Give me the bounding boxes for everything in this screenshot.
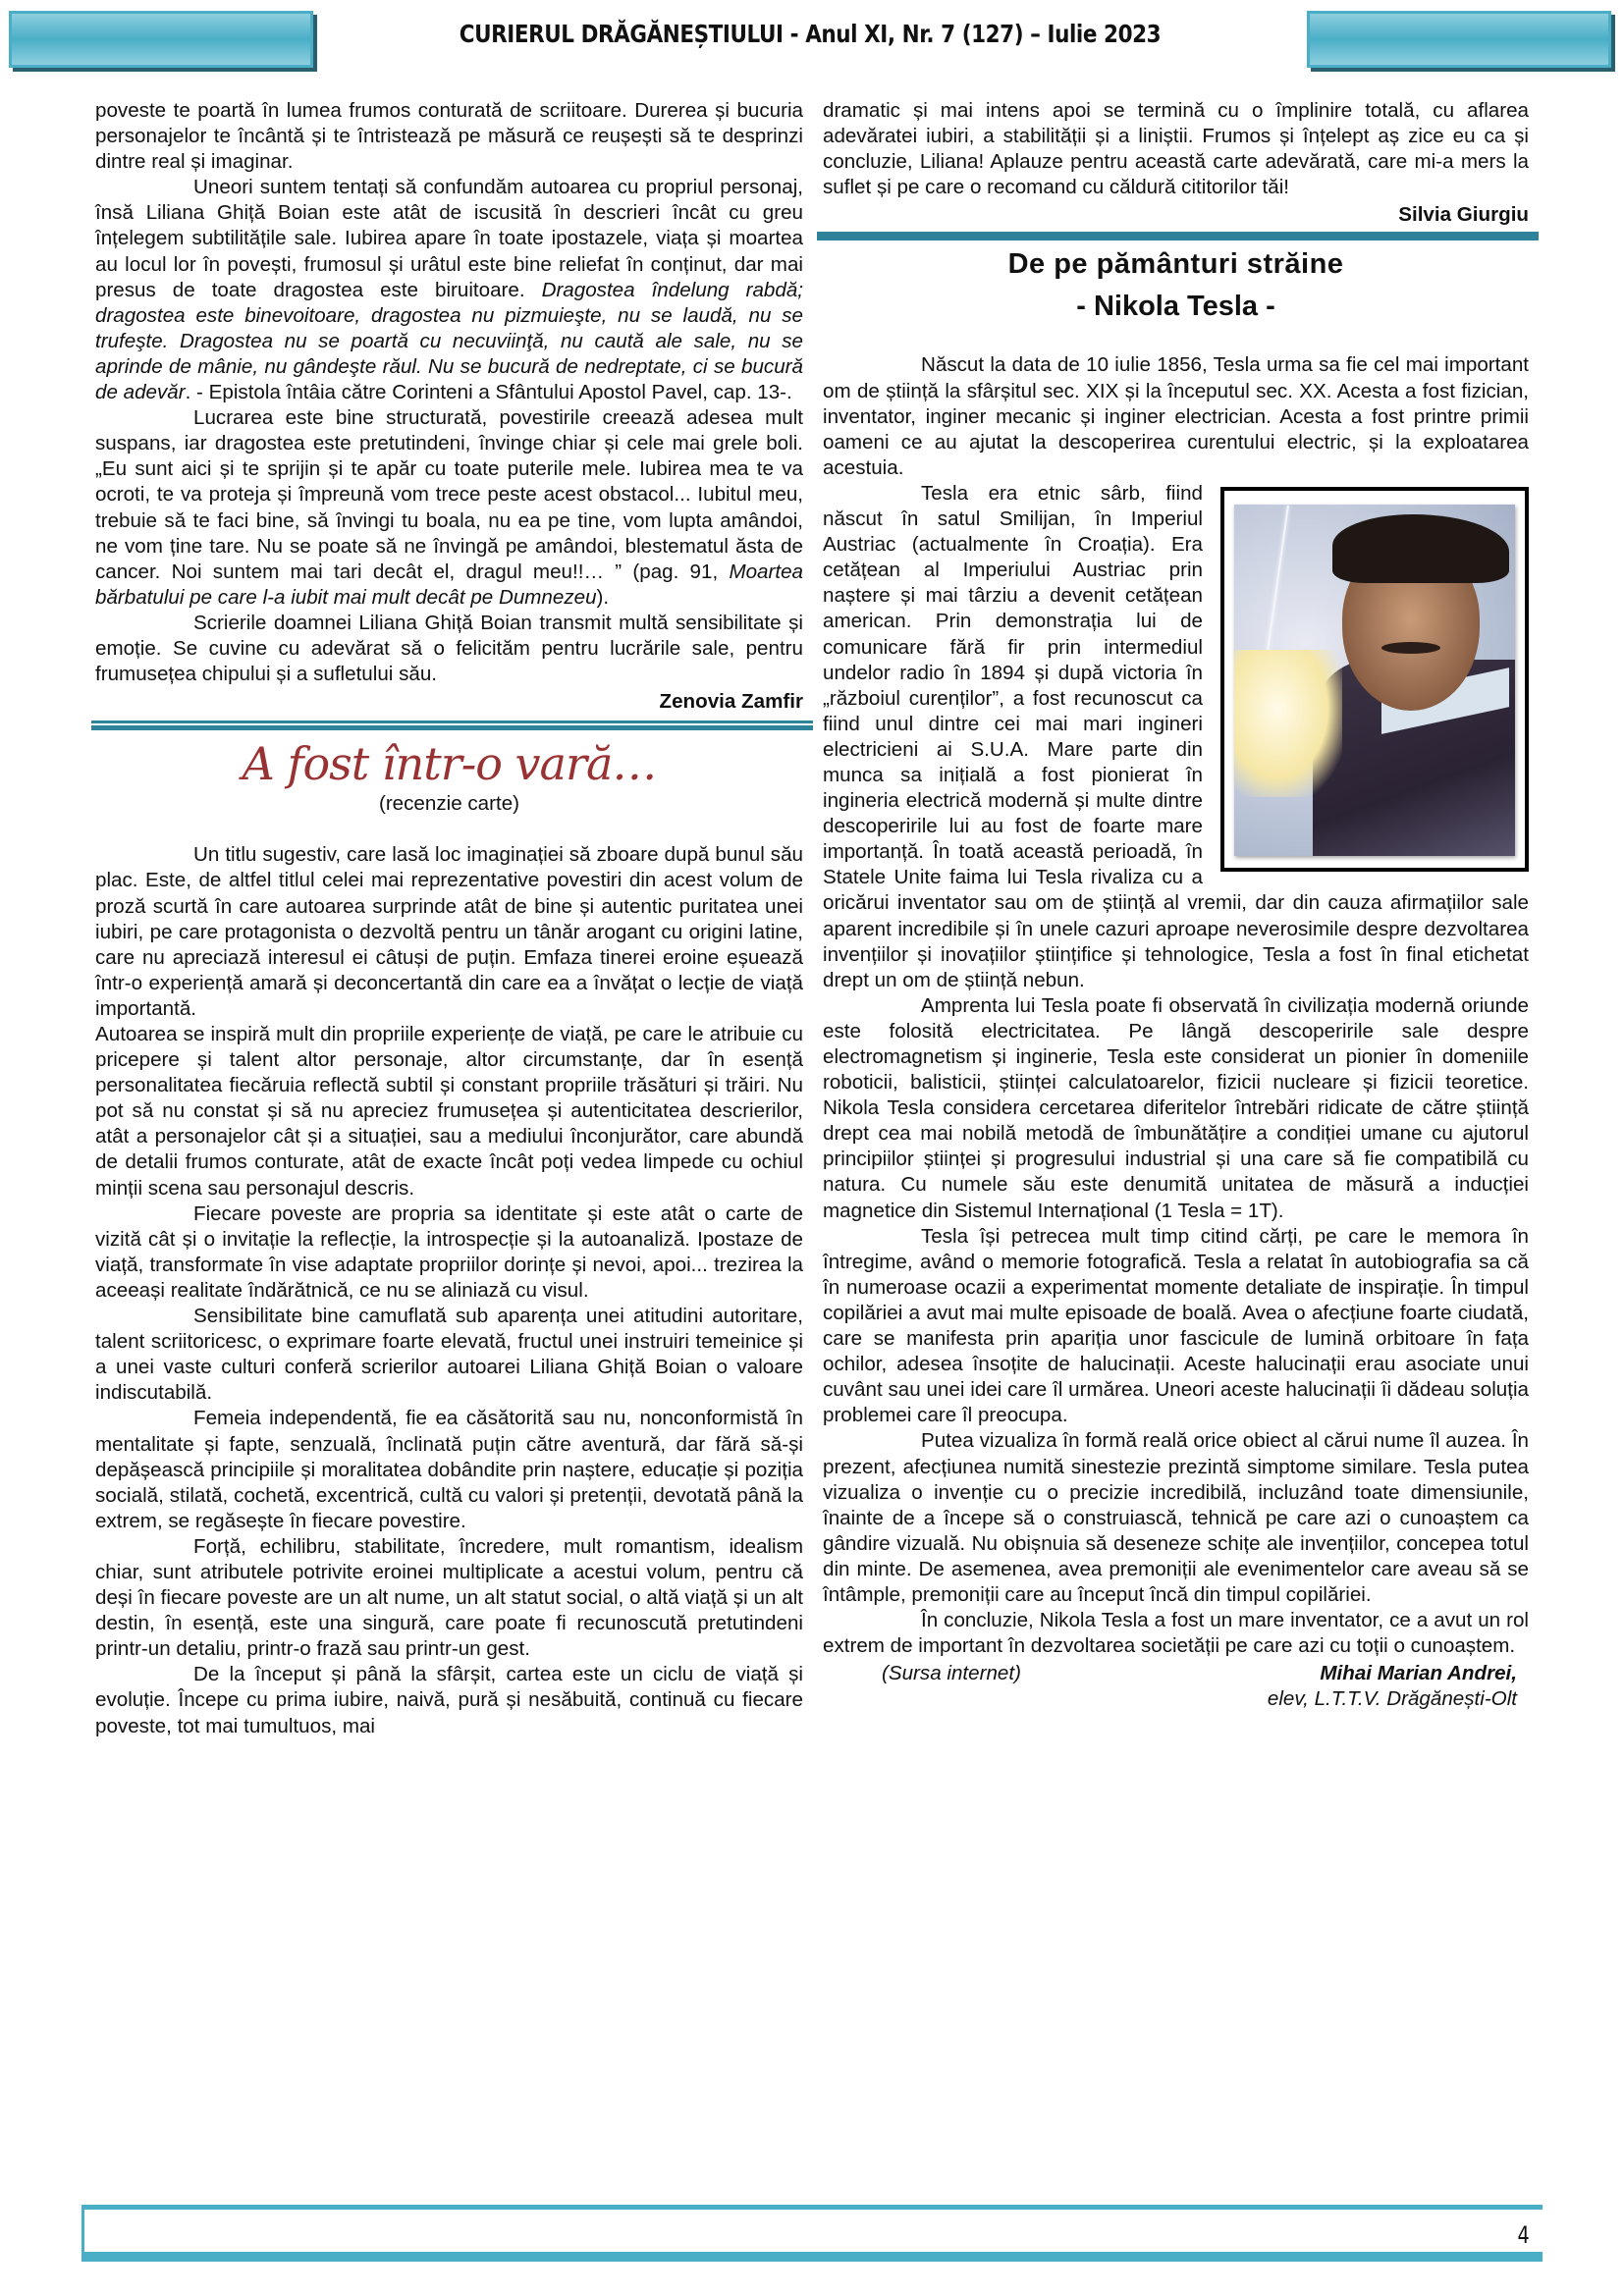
paragraph: Născut la data de 10 iulie 1856, Tesla urma sa fie cel mai important om de știință la sfârșitul sec. XIX și la începutul sec. XX. Acesta a fost fizician, inventator, inginer mecanic și inginer electrician. Acesta a fost printre primii oameni ce au ajutat la descoperirea curentului electric, și la exploatarea acestuia. [823,353,1529,479]
author-signature: Silvia Giurgiu [1398,203,1529,227]
light-bulb-icon [1234,650,1342,797]
source-and-author [823,1661,1529,1686]
paragraph [95,175,803,405]
book-title-citation: Moartea bărbatului pe care l-a iubit mai mult decât pe Dumnezeu [95,560,803,609]
paragraph: De la început și până la sfârșit, cartea este un ciclu de viață și evoluție. Începe cu prima iubire, naivă, pură și nesăbuită, continuă cu fiecare poveste, tot mai tumultuos, mai [95,1663,803,1737]
portrait-hair [1332,514,1509,583]
paragraph-text: Uneori suntem tentați să confundăm autoarea cu propriul personaj, însă Liliana Ghiță Boian este atât de iscusită în descrieri încât cu greu înțelegem subtilitățile sale. Iubirea apare în toate ipostazele, viața și moartea au locul lor în povești, frumosul și urâtul este bine reliefat în conținut, dar mai presus de toate dragostea este biruitoare. [95,176,803,301]
page-footer [81,2205,1543,2262]
paragraph-text: . - Epistola întâia către Corinteni a Sfântului Apostol Pavel, cap. 13-. [185,381,792,404]
paragraph: Putea vizualiza în formă reală orice obiect al cărui nume îl auzea. În prezent, afecțiunea numită sinestezie prezintă simptome similare. Tesla putea vizualiza o invenție cu o precizie incredibilă, incluzând toate dimensiunile, înainte de a începe să o construiască, tehnică pe care azi o cunoaștem ca gândire vizuală. Nu obișnuia să deseneze schițe ale invențiilor, concepea totul din minte. De asemenea, avea premoniții ale evenimentelor care aveau să se întâmple, premoniții care au început încă din timpul copilăriei. [823,1429,1529,1606]
paragraph: Scrierile doamnei Liliana Ghiță Boian transmit multă sensibilitate și emoție. Se cuvine cu adevărat să o felicităm pentru lucrările sale, pentru frumusețea chipului și a sufletului său. [95,611,803,686]
paragraph-text: ). [596,585,610,609]
left-column [95,98,803,1739]
paragraph: Fiecare poveste are propria sa identitate și este atât o carte de vizită cât și o invitație la reflecție, la introspecție și la autoanaliză. Ipostaze de viață, transformate în vise adaptate propriilor dorințe și nevoi, apoi... trezirea la aceeași realitate îndărătnică, ce nu se aliniază cu visul. [95,1201,803,1302]
paragraph: Un titlu sugestiv, care lasă loc imaginației să zboare după bunul său plac. Este, de altfel titlul celei mai reprezentative povestiri din acest volum de proză scurtă în care autoarea surprinde atât de bine și autentic puritatea unei iubiri, pe care protagonista o dezvoltă pentru un tânăr arogant cu origini latine, care nu apreciază interesul ei câtuși de puțin. Emfaza tinerei eroine eșuează într-o experiență amară și deconcertantă din care ea a învățat o lecție de viață importantă. [95,843,803,1020]
paragraph: Autoarea se inspiră mult din propriile experiențe de viață, pe care le atribuie cu pricepere și talent altor personaje, altor circumstanțe, dar în esență personalitatea fiecăruia reflectă subtil și constant propriile trăsături și trăiri. Nu pot să nu constat și să nu apreciez frumusețea și autenticitatea descrierilor, atât a personajelor cât și a situației, sau a mediului înconjurător, care abundă de detalii frumos conturate, atât de exacte încât poți vedea limpede cu ochiul minții scena sau personajul descris. [95,1023,803,1200]
author-signature: Mihai Marian Andrei, [1320,1662,1517,1685]
paragraph: Amprenta lui Tesla poate fi observată în civilizația modernă oriunde este folosită electricitatea. Pe lângă descoperirile sale despre electromagnetism și inginerie, Tesla este considerat un pionier în domeniile roboticii, balisticii, științei calculatoarelor, fizicii nucleare și fizicii teoretice. Nikola Tesla considera cercetarea diferitelor întrebări ridicate de către știință drept cea mai nobilă metodă de îmbunătățire a condiției umane cu ajutorul principiilor științei și progresului industrial și una care să fie compatibilă cu natura. Cu numele său este denumită unitatea de măsură a inducției magnetice din Sistemul Internațional (1 Tesla = 1T). [823,993,1529,1222]
page-title: CURIERUL DRĂGĂNEȘTIULUI - Anul XI, Nr. 7 (127) – Iulie 2023 [459,20,1162,48]
paragraph: Forță, echilibru, stabilitate, încredere, mult romantism, idealism chiar, sunt atributele potrivite eroinei multiplicate a acestui volum, pentru că deși în fiecare poveste are un alt nume, un alt statut social, o altă viață și un alt destin, în esență, este una singură, care poate fi recunoscută pretutindeni printr-un detaliu, printr-o frază sau printr-un gest. [95,1534,803,1661]
article-review-liliana [95,98,803,715]
author-signature: Zenovia Zamfir [659,690,803,714]
header-decor-right [1307,11,1611,68]
paragraph: Femeia independentă, fie ea căsătorită sau nu, nonconformistă în mentalitate și fapte, senzuală, înclinată puțin către aventură, dar fără să-și depășească principiile și moralitatea dobândite prin naștere, educație și poziția socială, stilată, cochetă, excentrică, cultă cu valori și pretenții, devotată până la extrem, se regăsește în fiecare povestire. [95,1407,803,1532]
paragraph: dramatic și mai intens apoi se termină cu o împlinire totală, cu aflarea adevăratei iubiri, a stabilității și a liniștii. Frumos și înțelept aș zice eu ca și concluzie, Liliana! Aplauze pentru această carte adevărată, care mi-a mers la suflet și pe care o recomand cu căldură cititorilor tăi! [823,99,1529,199]
article-subtitle: - Nikola Tesla - [1076,291,1275,323]
paragraph-text: Lucrarea este bine structurată, povestirile creează adesea mult suspans, iar dragostea este pretutindeni, învinge chiar și cele mai grele boli. „Eu sunt aici și te sprijin și te apăr cu toate puterile mele. Iubirea mea te va ocroti, te va proteja și împreună vom trece peste acest obstacol... Iubitul meu, trebuie să te faci bine, să învingi tu boala, nu ea pe tine, vom lupta amândoi, ne vom ține tare. Nu se poate să ne învingă pe amândoi, blestematul ăsta de cancer. Noi suntem mai tari decât el, dragul meu!!… ” (pag. 91, [95,406,803,583]
page-number: 4 [1517,2221,1530,2249]
paragraph: Sensibilitate bine camuflată sub aparența unei atitudini autoritare, talent scriitoricesc, o exprimare foarte elevată, fructul unei instruiri temeinice și a unei vaste culturi conferă scrierilor autoarei Liliana Ghiță Boian o valoare indiscutabilă. [95,1305,803,1405]
article-nikola-tesla [823,240,1529,1712]
section-divider [817,232,1539,240]
author-role: elev, L.T.T.V. Drăgănești-Olt [1267,1687,1517,1711]
paragraph: poveste te poartă în lumea frumos conturată de scriitoare. Durerea și bucuria personajelor te încântă și te întristează pe măsură ce reușești să te desprinzi dintre real și imaginar. [95,99,803,174]
right-column [823,98,1529,1712]
bible-quote: Dragostea îndelung rabdă; dragostea este binevoitoare, dragostea nu pizmuieşte, nu se laudă, nu se trufeşte. Dragostea nu se poartă cu necuviinţă, nu caută ale sale, nu se aprinde de mânie, nu gândeşte răul. Nu se bucură de nedreptate, ci se bucură de adevăr [95,278,803,404]
article-a-fost-intr-o-vara [95,736,803,1738]
header-decor-left [9,11,313,68]
tesla-portrait-frame [1220,487,1529,872]
article-title: A fost într-o vară… [242,737,657,791]
portrait-moustache [1381,642,1440,654]
paragraph: În concluzie, Nikola Tesla a fost un mare inventator, ce a avut un rol extrem de important în dezvoltarea societății pe care azi cu toții o cunoaștem. [823,1609,1529,1658]
article-title: De pe pământuri străine [1007,248,1344,281]
article-subtitle: (recenzie carte) [378,792,520,816]
paragraph: Tesla era etnic sârb, fiind născut în satul Smilijan, în Imperiul Austriac (actualmente în Croația). Era cetățean al Imperiului Austriac prin naștere și mai târziu a devenit cetățean american. Prin demonstrația lui de comunicare fără fir prin intermediul undelor radio în 1894 și după victoria în „războiul curenților”, a fost recunoscut ca fiind unul dintre cei mai mari ingineri electricieni ai S.U.A. Mare parte din munca sa inițială a fost pionierat în ingineria electrică modernă și multe dintre descoperirile lui au fost de foarte mare importanță. În toată această perioadă, în Statele Unite faima lui Tesla rivaliza cu a oricărui inventator sau om de știință al vremii, dar din cauza afirmațiilor sale aparent incredibile și în unele cazuri aproape neverosimile despre dezvoltarea invențiilor și inovațiilor științifice și tehnologice, Tesla a fost în final etichetat drept un om de știință nebun. [823,481,1529,991]
paragraph [95,405,803,611]
section-divider [91,721,813,730]
source-note: (Sursa internet) [882,1662,1021,1685]
paragraph: Tesla își petrecea mult timp citind cărți, pe care le memora în întregime, având o memorie fotografică. Tesla a relatat în autobiografia sa că în numeroase ocazii a experimentat momente detaliate de inspirație. În timpul copilăriei a avut mai multe episoade de boală. Avea o afecțiune foarte ciudată, care se manifesta prin apariția unor fascicule de lumină orbitoare în fața ochilor, adesea însoțite de halucinații. Aceste halucinații erau asociate unui cuvânt sau unei idei care îl urmărea. Uneori aceste halucinații îi dădeau soluția problemei care îl preocupa. [823,1224,1529,1427]
tesla-portrait-image [1234,505,1515,856]
